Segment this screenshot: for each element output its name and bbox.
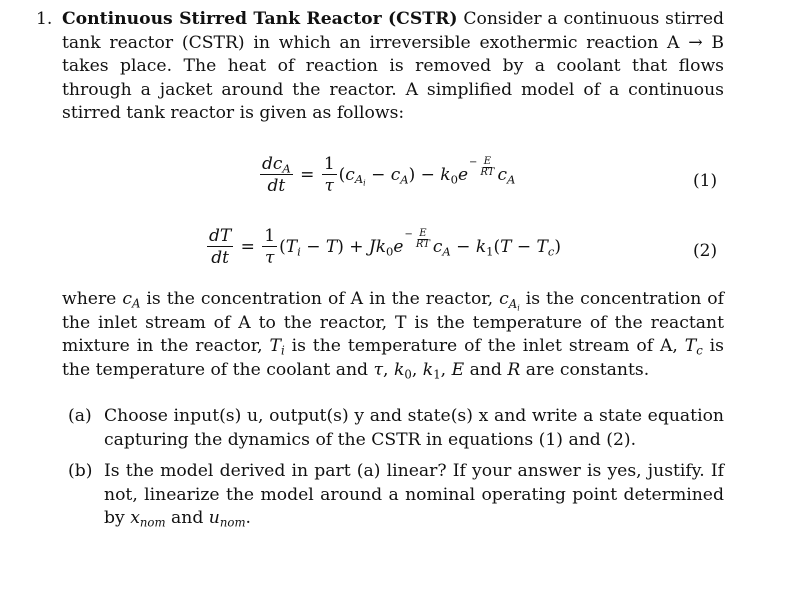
part-a-label: (a): [68, 406, 92, 426]
equation-2-label: (2): [693, 241, 718, 261]
problem-title: Continuous Stirred Tank Reactor (CSTR): [62, 9, 458, 29]
problem-intro: [62, 8, 724, 126]
desc-text-5: is the temperature of the coolant and: [62, 336, 724, 380]
desc-text-2: is the concentration of A in the reactor,: [140, 289, 500, 309]
question-parts: [62, 405, 724, 531]
problem-intro-text: Consider a continuous stirred tank reactor (CSTR) in which an irreversible exothermic reaction A → B takes place. The heat of reaction is removed by a coolant that flows through a jacket around the reactor. A simplified model of a continuous stirred tank reactor is given as follows:: [62, 9, 724, 124]
variable-description: where $c_A$ is the concentration of A in the reactor, $c_{A_i}$ is the concentration of the inlet stream of A to the reactor, T is the temperature of the reactant mixture in the reactor, $T_i$ is the temperature of the inlet stream of A, $T_c$ is the temperature of the coolant and τ, $k_0$, $k_1$, E and R are constants.: [62, 289, 724, 382]
part-b: (b) Is the model derived in part (a) linear? If your answer is yes, justify. If not, linearize the model around a nominal operating point determined by $x_{nom}$ and $u_{nom}$.: [68, 461, 724, 530]
desc-text-1: where: [62, 289, 123, 309]
part-a-text: Choose input(s) u, output(s) y and state(s) x and write a state equation capturing the dynamics of the CSTR in equations (1) and (2).: [104, 406, 724, 450]
part-b-text: Is the model derived in part (a) linear? If your answer is yes, justify. If not, linearize the model around a nominal operating point determined by: [104, 461, 724, 529]
desc-text-7: are constants.: [520, 359, 650, 380]
desc-text-6: and: [464, 359, 508, 380]
part-a: [62, 405, 724, 452]
problem-number: 1.: [36, 9, 53, 29]
equation-1: $\frac{dc_A}{dt}$ = $\frac{1}{\tau}$ $(c_{A_i} - c_A) - k_0e$ − $\frac{E}{RT}$ $c_A$: [262, 154, 516, 196]
part-b-label: (b): [68, 461, 93, 482]
equation-2: $\frac{dT}{dt}$ = $\frac{1}{\tau}$ $(T_i - T) + Jk_0e$ − $\frac{E}{RT}$ $c_A - k_1(T - T_c)$: [209, 226, 561, 268]
equation-1-label: (1): [693, 171, 718, 191]
desc-text-3: is the concentration of the inlet stream of A to the reactor, T is the temperature of the reactant mixture in the reactor,: [62, 289, 724, 357]
desc-text-4: is the temperature of the inlet stream of A,: [284, 336, 685, 357]
